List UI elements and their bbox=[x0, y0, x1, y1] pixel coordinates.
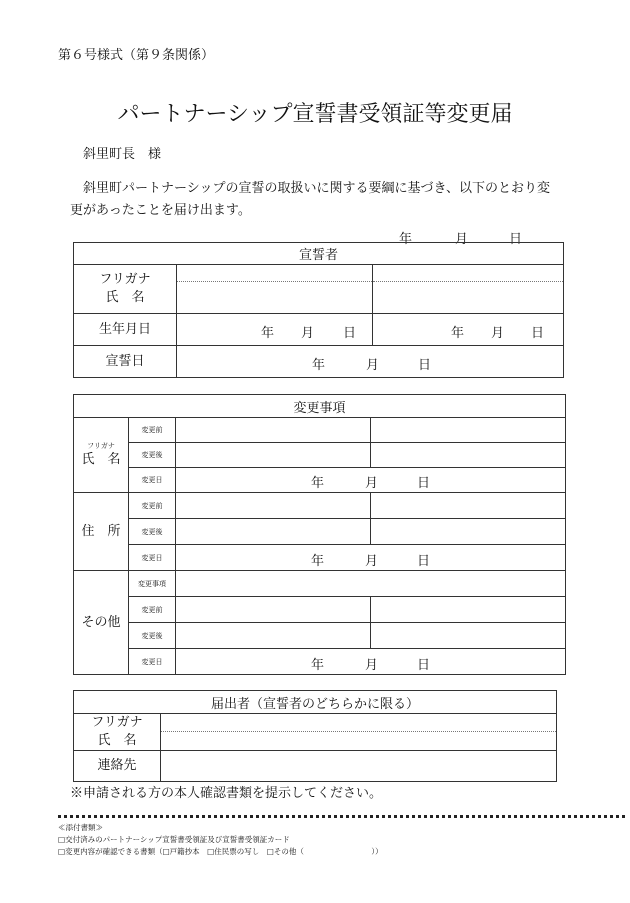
name-label: 氏 名 bbox=[81, 451, 121, 467]
notifier-table-title: 届出者（宣誓者のどちらかに限る） bbox=[74, 691, 557, 714]
notifier-table bbox=[73, 690, 557, 782]
changes-table bbox=[73, 394, 566, 675]
name-label: 氏 名 bbox=[105, 290, 145, 305]
page-title: パートナーシップ宣誓書受領証等変更届 bbox=[117, 102, 513, 127]
day-label: 日 bbox=[343, 326, 357, 341]
name-before-field-1[interactable] bbox=[176, 418, 371, 443]
attachments bbox=[58, 822, 383, 858]
month-label: 月 bbox=[491, 326, 505, 341]
month-label: 月 bbox=[365, 658, 379, 673]
address-before-field-1[interactable] bbox=[176, 493, 371, 519]
change-other-label: その他 bbox=[74, 571, 129, 675]
month-label: 月 bbox=[365, 554, 379, 569]
notifier-name-label bbox=[74, 714, 161, 751]
notifier-name-field[interactable] bbox=[161, 714, 557, 751]
date-year: 年 bbox=[399, 232, 413, 247]
name-before-label: 変更前 bbox=[129, 418, 176, 443]
declarant-1-birth-field[interactable] bbox=[177, 314, 373, 346]
other-before-field-2[interactable] bbox=[371, 597, 566, 623]
intro-line-2: 更があったことを届け出ます。 bbox=[70, 203, 251, 218]
date-month: 月 bbox=[455, 232, 469, 247]
date-day: 日 bbox=[509, 232, 523, 247]
address-after-label: 変更後 bbox=[129, 519, 176, 545]
change-address-label: 住 所 bbox=[74, 493, 129, 571]
day-label: 日 bbox=[418, 358, 432, 373]
month-label: 月 bbox=[301, 326, 315, 341]
year-label: 年 bbox=[311, 476, 325, 491]
address-before-label: 変更前 bbox=[129, 493, 176, 519]
changes-table-title: 変更事項 bbox=[74, 395, 566, 418]
other-item-field[interactable] bbox=[176, 571, 566, 597]
day-label: 日 bbox=[417, 658, 431, 673]
other-after-field-2[interactable] bbox=[371, 623, 566, 649]
year-label: 年 bbox=[311, 554, 325, 569]
addressee: 斜里町長 様 bbox=[83, 147, 162, 162]
year-label: 年 bbox=[451, 326, 465, 341]
divider bbox=[58, 815, 625, 818]
birth-date-label: 生年月日 bbox=[74, 314, 177, 346]
other-before-field-1[interactable] bbox=[176, 597, 371, 623]
day-label: 日 bbox=[417, 554, 431, 569]
oath-date-field[interactable] bbox=[177, 346, 564, 378]
address-before-field-2[interactable] bbox=[371, 493, 566, 519]
form-number: 第６号様式（第９条関係） bbox=[58, 48, 215, 63]
year-label: 年 bbox=[261, 326, 275, 341]
name-after-field-2[interactable] bbox=[371, 443, 566, 468]
change-name-label bbox=[74, 418, 129, 493]
name-before-field-2[interactable] bbox=[371, 418, 566, 443]
attachments-heading: ≪添付書類≫ bbox=[58, 823, 103, 832]
other-item-label: 変更事項 bbox=[129, 571, 176, 597]
name-change-date-label: 変更日 bbox=[129, 468, 176, 493]
day-label: 日 bbox=[417, 476, 431, 491]
name-after-field-1[interactable] bbox=[176, 443, 371, 468]
declarant-table-title: 宣誓者 bbox=[74, 243, 564, 265]
other-after-label: 変更後 bbox=[129, 623, 176, 649]
day-label: 日 bbox=[531, 326, 545, 341]
furigana-label: フリガナ bbox=[91, 715, 143, 730]
name-after-label: 変更後 bbox=[129, 443, 176, 468]
month-label: 月 bbox=[365, 476, 379, 491]
id-note: ※申請される方の本人確認書類を提示してください。 bbox=[70, 786, 383, 801]
intro-line-1: 斜里町パートナーシップの宣誓の取扱いに関する要綱に基づき、以下のとおり変 bbox=[83, 181, 550, 196]
furigana-label: フリガナ bbox=[99, 272, 151, 287]
address-after-field-2[interactable] bbox=[371, 519, 566, 545]
year-label: 年 bbox=[312, 358, 326, 373]
address-change-date-label: 変更日 bbox=[129, 545, 176, 571]
address-change-date-field[interactable] bbox=[176, 545, 566, 571]
furigana-label: フリガナ bbox=[87, 441, 115, 450]
declarant-table bbox=[73, 242, 564, 378]
notifier-contact-label: 連絡先 bbox=[74, 751, 161, 782]
address-after-field-1[interactable] bbox=[176, 519, 371, 545]
attachment-item-2[interactable]: □変更内容が確認できる書類（□戸籍抄本 □住民票の写し □その他（ ）） bbox=[58, 847, 383, 856]
other-change-date-field[interactable] bbox=[176, 649, 566, 675]
year-label: 年 bbox=[311, 658, 325, 673]
month-label: 月 bbox=[366, 358, 380, 373]
declarant-2-name-field[interactable] bbox=[373, 265, 564, 314]
oath-date-label: 宣誓日 bbox=[74, 346, 177, 378]
name-change-date-field[interactable] bbox=[176, 468, 566, 493]
other-change-date-label: 変更日 bbox=[129, 649, 176, 675]
other-after-field-1[interactable] bbox=[176, 623, 371, 649]
attachment-item-1[interactable]: □交付済みのパートナーシップ宣誓書受領証及び宣誓書受領証カード bbox=[58, 835, 290, 844]
declarant-1-name-field[interactable] bbox=[177, 265, 373, 314]
name-label: 氏 名 bbox=[97, 733, 137, 748]
notifier-contact-field[interactable] bbox=[161, 751, 557, 782]
declarant-name-label bbox=[74, 265, 177, 314]
other-before-label: 変更前 bbox=[129, 597, 176, 623]
declarant-2-birth-field[interactable] bbox=[373, 314, 564, 346]
